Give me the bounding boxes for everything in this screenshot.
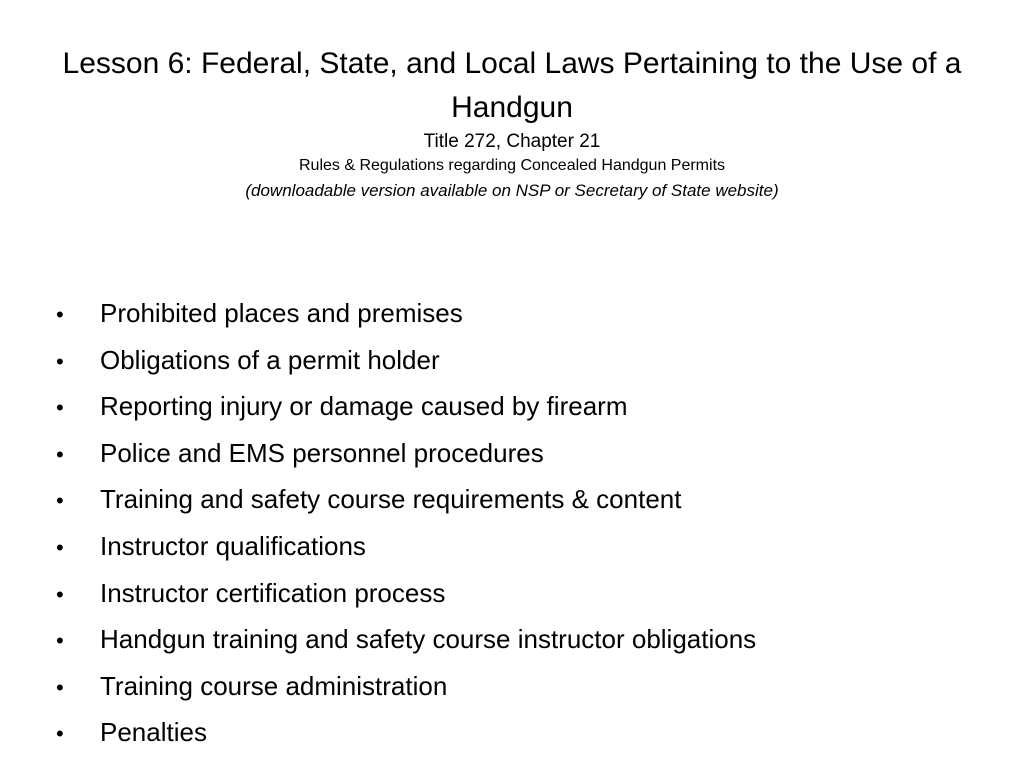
bullet-text: Training course administration [100,670,448,701]
bullet-item [56,337,976,384]
slide-subtitle-secondary: Rules & Regulations regarding Concealed Handgun Permits [298,157,726,174]
bullet-text: Penalties [100,717,207,748]
bullet-icon: • [56,441,64,467]
bullet-item [56,523,976,570]
bullet-item [56,709,976,756]
bullet-item [56,476,976,523]
bullet-text: Handgun training and safety course instructor obligations [100,624,757,655]
bullet-item [56,430,976,477]
bullet-icon: • [56,395,64,421]
bullet-icon: • [56,581,64,607]
bullet-item [56,616,976,663]
bullet-text: Instructor qualifications [100,530,366,561]
bullet-item [56,383,976,430]
bullet-text: Obligations of a permit holder [100,344,440,375]
bullet-item [56,570,976,617]
bullet-icon: • [56,348,64,374]
bullet-list [56,290,976,756]
bullet-text: Police and EMS personnel procedures [100,437,544,468]
bullet-item [56,290,976,337]
bullet-text: Instructor certification process [100,577,446,608]
bullet-item [56,663,976,710]
bullet-text: Prohibited places and premises [100,298,463,328]
title-block [40,42,984,204]
bullet-text: Reporting injury or damage caused by firearm [100,391,628,422]
bullet-text: Training and safety course requirements & content [100,484,682,515]
bullet-icon: • [56,534,64,560]
bullet-icon: • [56,721,64,747]
bullet-icon: • [56,488,64,514]
slide-note: (downloadable version available on NSP or Secretary of State website) [245,181,779,200]
slide-subtitle: Title 272, Chapter 21 [423,131,601,152]
slide-title: Lesson 6: Federal, State, and Local Laws Pertaining to the Use of a Handgun [62,47,962,124]
bullet-icon: • [56,628,64,654]
bullet-icon: • [56,302,64,327]
bullet-icon: • [56,674,64,700]
